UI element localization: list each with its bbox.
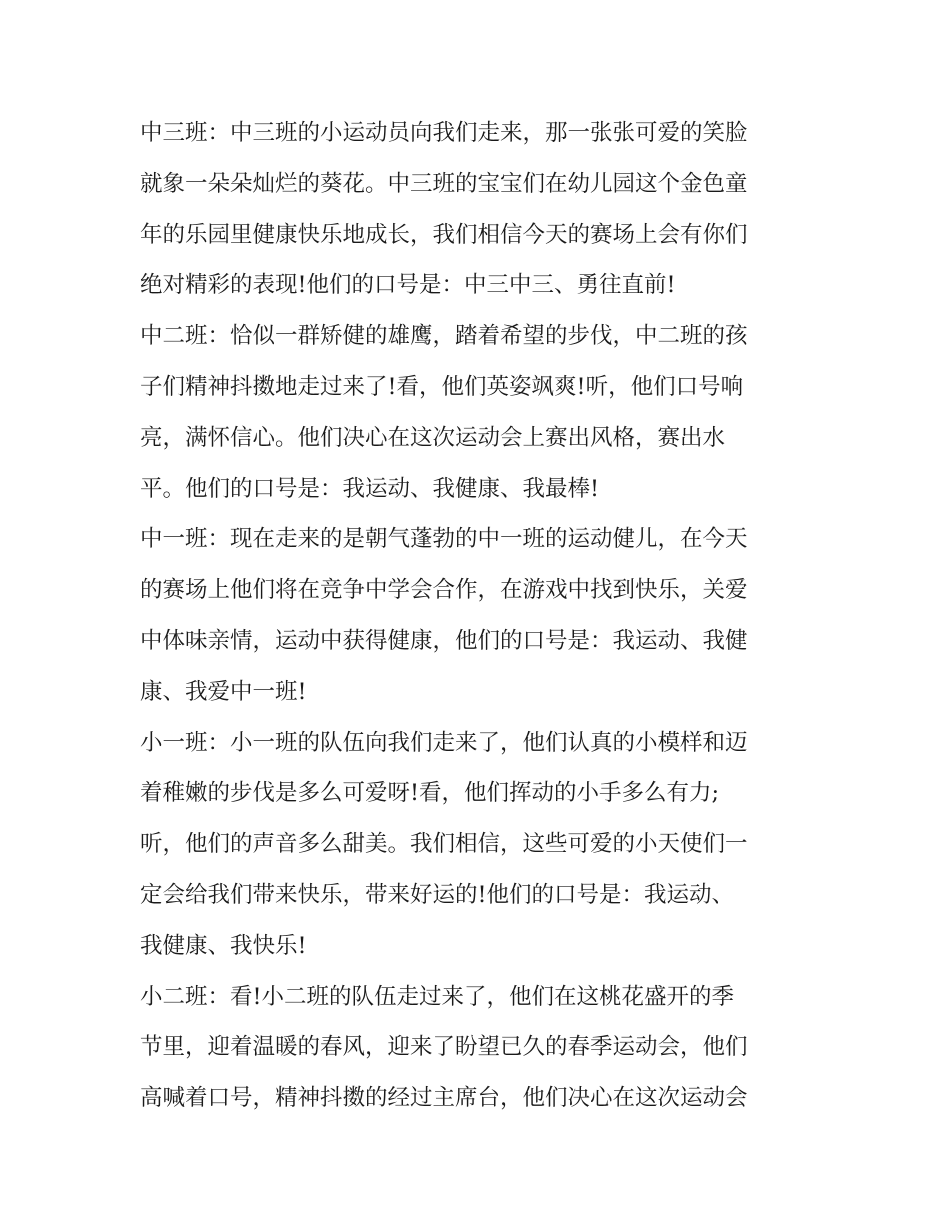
text-line: 节里，迎着温暖的春风，迎来了盼望已久的春季运动会，他们 xyxy=(140,1034,748,1061)
text-line: 年的乐园里健康快乐地成长，我们相信今天的赛场上会有你们 xyxy=(140,221,748,248)
text-line: 小一班：小一班的队伍向我们走来了，他们认真的小模样和迈 xyxy=(140,729,748,756)
text-line: 我健康、我快乐! xyxy=(140,932,307,959)
text-line: 高喊着口号，精神抖擞的经过主席台，他们决心在这次运动会 xyxy=(140,1085,748,1112)
text-line: 康、我爱中一班! xyxy=(140,678,307,705)
text-line: 着稚嫩的步伐是多么可爱呀!看，他们挥动的小手多么有力; xyxy=(140,780,720,807)
text-line: 平。他们的口号是：我运动、我健康、我最棒! xyxy=(140,475,600,502)
text-line: 中一班：现在走来的是朝气蓬勃的中一班的运动健儿，在今天 xyxy=(140,526,748,553)
text-line: 中体味亲情，运动中获得健康，他们的口号是：我运动、我健 xyxy=(140,627,748,654)
text-line: 听，他们的声音多么甜美。我们相信，这些可爱的小天使们一 xyxy=(140,831,748,858)
text-line: 亮，满怀信心。他们决心在这次运动会上赛出风格，赛出水 xyxy=(140,424,726,451)
text-line: 中三班：中三班的小运动员向我们走来，那一张张可爱的笑脸 xyxy=(140,120,748,146)
text-line: 中二班：恰似一群矫健的雄鹰，踏着希望的步伐，中二班的孩 xyxy=(140,323,748,350)
text-line: 的赛场上他们将在竞争中学会合作，在游戏中找到快乐，关爱 xyxy=(140,577,748,604)
text-line: 子们精神抖擞地走过来了!看，他们英姿飒爽!听，他们口号响 xyxy=(140,373,744,400)
document-body xyxy=(140,108,820,1124)
text-line: 就象一朵朵灿烂的葵花。中三班的宝宝们在幼儿园这个金色童 xyxy=(140,170,748,197)
text-line: 绝对精彩的表现!他们的口号是：中三中三、勇往直前! xyxy=(140,272,676,299)
text-line: 定会给我们带来快乐，带来好运的!他们的口号是：我运动、 xyxy=(140,881,735,908)
text-line: 小二班：看!小二班的队伍走过来了，他们在这桃花盛开的季 xyxy=(140,983,735,1010)
